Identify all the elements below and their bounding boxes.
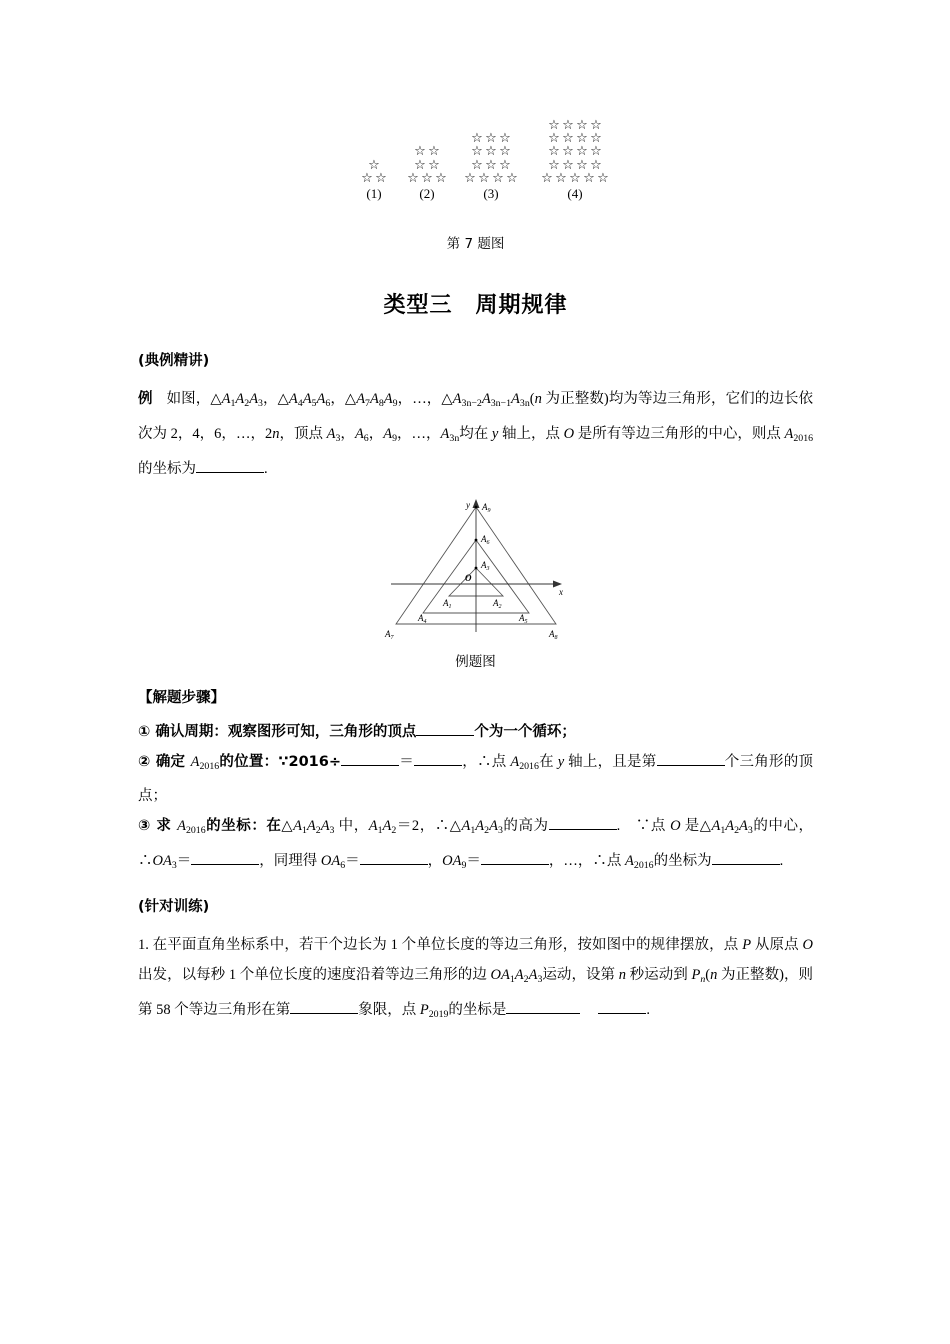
star-icon: ☆ — [499, 131, 511, 146]
math-sub: 1 — [377, 825, 383, 836]
star-group-label: (1) — [366, 186, 382, 201]
math-sub: 3n−1 — [490, 397, 512, 409]
math-sub: 2016 — [633, 859, 654, 871]
math-var: A — [326, 425, 336, 442]
math-var: A — [461, 818, 471, 835]
x-axis-label: x — [558, 586, 563, 597]
math-var: O — [670, 818, 681, 835]
math-var: A — [235, 391, 245, 407]
math-var: OA — [320, 853, 341, 869]
step-2-text: ，∴点 — [461, 753, 511, 770]
vertex-label-A3: $A_3$ — [480, 559, 489, 572]
math-sub: 3 — [497, 825, 503, 836]
star-icon: ☆ — [590, 117, 602, 133]
star-icon: ☆ — [361, 170, 373, 186]
math-var: A — [511, 391, 520, 407]
math-var: A — [369, 391, 379, 407]
star-icon: ☆ — [562, 144, 574, 160]
example-text: 的坐标为 — [138, 460, 196, 477]
page-title: 类型三 周期规律 — [383, 293, 568, 318]
star-row — [360, 172, 388, 185]
example-text: 如图，△ — [166, 391, 222, 407]
math-var: OA — [490, 966, 510, 983]
answer-blank[interactable] — [341, 765, 399, 766]
example-text: 为正整数)均为等边三角形，它们的边长依次为 2，4，6，…，2 — [138, 391, 814, 442]
star-icon: ☆ — [499, 144, 511, 160]
star-row — [470, 132, 512, 145]
vertex-label-A4: $A_4$ — [417, 612, 426, 625]
section-tag-examples: (典例精讲) — [138, 353, 210, 369]
math-sub: 6 — [363, 432, 369, 444]
vertex-dot — [474, 538, 477, 541]
example-paragraph — [138, 384, 813, 484]
star-group-2 — [406, 145, 448, 202]
vertex-label-A8: $A_8$ — [548, 628, 557, 641]
example-text: ，△ — [330, 391, 357, 407]
vertex-label-A2: $A_2$ — [492, 597, 501, 610]
step-3-text: 是△ — [680, 818, 712, 835]
math-sub: 4 — [297, 397, 303, 409]
math-var: A — [190, 753, 200, 770]
math-var: A — [510, 753, 520, 770]
math-var: A — [452, 391, 462, 407]
math-sub: 3n — [449, 432, 460, 444]
star-icon: ☆ — [428, 157, 440, 173]
figure-caption-7: 第 7 题图 — [446, 236, 505, 252]
step-3-text: 的高为 — [502, 818, 549, 835]
math-sub: 3 — [537, 973, 543, 985]
math-sub: 2 — [315, 825, 321, 836]
q1-text: 从原点 — [751, 936, 803, 953]
star-icon: ☆ — [428, 144, 440, 160]
step-3-eq: ＝ — [466, 853, 481, 869]
q1-text: . — [646, 1001, 651, 1018]
star-icon: ☆ — [590, 131, 602, 146]
math-sub: 2016 — [519, 760, 539, 772]
q1-text: 运动，设第 — [542, 966, 619, 983]
step-3-eq: ＝ — [345, 853, 360, 869]
math-sub: 2 — [244, 397, 250, 409]
math-var: A — [528, 966, 538, 983]
example-text: 均在 — [459, 425, 492, 442]
answer-blank[interactable] — [196, 472, 264, 473]
math-sub: 5 — [311, 397, 317, 409]
star-row — [547, 159, 603, 172]
answer-blank[interactable] — [549, 829, 617, 830]
math-var: y — [491, 425, 499, 442]
math-sub: 3n — [519, 397, 530, 409]
star-row — [470, 145, 512, 158]
star-icon: ☆ — [562, 131, 574, 146]
step-2-text: 个三角形的顶点； — [138, 753, 814, 805]
star-icon: ☆ — [541, 170, 553, 186]
answer-blank[interactable] — [290, 1013, 358, 1014]
math-var: A — [316, 391, 326, 407]
math-sub: 1 — [509, 973, 515, 985]
math-sub: 3 — [329, 825, 335, 836]
math-var: A — [249, 391, 259, 407]
math-sub: 1 — [230, 397, 236, 409]
math-var: A — [302, 391, 312, 407]
math-var: A — [440, 425, 450, 442]
q1-text: 出发，以每秒 1 个单位长度的速度沿着等边三角形的边 — [138, 966, 491, 983]
math-sub: 9 — [461, 859, 467, 871]
star-pattern-figure — [138, 104, 813, 224]
star-icon: ☆ — [414, 144, 426, 160]
star-group-label: (4) — [567, 186, 583, 201]
answer-blank-cont[interactable] — [598, 1013, 646, 1014]
star-icon: ☆ — [590, 144, 602, 160]
star-icon: ☆ — [492, 170, 504, 186]
q1-text: 象限，点 — [358, 1001, 420, 1018]
math-var: y — [557, 753, 565, 770]
example-text: ，顶点 — [279, 425, 327, 442]
math-sub: 8 — [378, 397, 384, 409]
math-var: A — [383, 425, 393, 442]
step-3-eq: ＝ — [176, 853, 192, 869]
math-var: A — [481, 391, 491, 407]
page-content — [138, 0, 813, 1029]
example-comma: ， — [368, 425, 384, 442]
star-icon: ☆ — [548, 157, 560, 173]
q1-text: 为正整数)，则第 58 个等边三角形在第 — [138, 966, 814, 1018]
star-icon: ☆ — [576, 117, 588, 133]
star-group-label: (2) — [419, 186, 435, 201]
star-icon: ☆ — [421, 170, 433, 186]
vertex-dot — [474, 566, 477, 569]
math-var: A — [382, 818, 392, 835]
math-sub: 3 — [171, 859, 177, 871]
step-3-text: ，同理得 — [259, 853, 321, 869]
star-icon: ☆ — [576, 144, 588, 160]
math-sub: 6 — [325, 397, 331, 409]
star-icon: ☆ — [590, 157, 602, 173]
practice-question-1 — [138, 930, 813, 1030]
triangle-diagram-figure — [138, 496, 813, 670]
section-tag-practice: (针对训练) — [138, 898, 210, 915]
answer-blank[interactable] — [506, 1013, 580, 1014]
star-icon: ☆ — [548, 144, 560, 160]
q1-text: ( — [705, 966, 711, 983]
math-sub: 2019 — [428, 1008, 449, 1020]
math-var: A — [711, 818, 721, 835]
math-var: A — [293, 818, 302, 835]
answer-blank[interactable] — [416, 735, 474, 736]
step-3 — [138, 811, 813, 881]
star-group-4 — [540, 119, 610, 202]
star-row — [413, 145, 441, 158]
star-row — [367, 159, 381, 172]
step-3-text: ③ 求 — [138, 818, 178, 835]
math-var: A — [288, 391, 298, 407]
answer-blank[interactable] — [414, 765, 462, 766]
q1-text: 秒运动到 — [625, 966, 692, 983]
math-sub: 1 — [301, 825, 307, 836]
star-row — [547, 119, 603, 132]
example-text: . — [264, 460, 268, 477]
math-var: OA — [152, 853, 172, 869]
math-sub: 3n−2 — [461, 397, 482, 409]
star-icon: ☆ — [555, 170, 567, 186]
vertex-dot — [474, 505, 477, 508]
star-icon: ☆ — [506, 170, 518, 186]
math-var: A — [475, 818, 485, 835]
math-var: P — [691, 966, 701, 983]
math-sub: 7 — [365, 397, 370, 409]
math-sub: 6 — [340, 859, 346, 871]
math-var: A — [514, 966, 524, 983]
star-icon: ☆ — [485, 157, 497, 173]
math-var: A — [368, 818, 378, 835]
star-icon: ☆ — [499, 157, 511, 173]
answer-blank[interactable] — [712, 864, 780, 865]
example-text: 是所有等边三角形的中心，则点 — [574, 425, 785, 442]
math-var: O — [802, 936, 814, 953]
step-3-text: 的坐标：在△ — [205, 818, 294, 835]
math-var: A — [625, 853, 634, 869]
vertex-label-A9: $A_9$ — [481, 501, 490, 514]
math-var: A — [177, 818, 186, 835]
step-3-text: ，…，∴点 — [548, 853, 626, 869]
vertex-label-A1: $A_1$ — [442, 597, 451, 610]
step-2 — [138, 747, 813, 812]
math-var: n — [534, 391, 542, 407]
math-var: P — [419, 1001, 429, 1018]
example-text: ，△ — [262, 391, 289, 407]
step-1-text-end: 个为一个循环； — [474, 723, 576, 740]
star-icon: ☆ — [471, 157, 483, 173]
q1-text: 的坐标是 — [448, 1001, 507, 1018]
math-sub: 2016 — [185, 825, 206, 836]
math-var: n — [710, 966, 718, 983]
math-sub: 3 — [747, 825, 753, 836]
math-var: A — [739, 818, 748, 835]
star-row — [540, 172, 610, 185]
step-3-text: . — [779, 853, 784, 869]
step-3-text: 中， — [334, 818, 369, 835]
star-icon: ☆ — [562, 117, 574, 133]
math-var: A — [383, 391, 393, 407]
math-sub: 2 — [484, 825, 490, 836]
star-icon: ☆ — [583, 170, 595, 186]
math-sub: 9 — [392, 432, 398, 444]
step-2-text: 轴上，且是第 — [564, 753, 657, 770]
math-var: A — [306, 818, 316, 835]
step-2-eq: ＝ — [398, 753, 414, 770]
step-2-text: ② 确定 — [138, 753, 191, 770]
figure-caption-example: 例题图 — [455, 653, 496, 670]
star-icon: ☆ — [414, 157, 426, 173]
math-sub: 2 — [734, 825, 740, 836]
nested-triangles-svg — [381, 496, 571, 644]
math-sub: 1 — [470, 825, 476, 836]
math-var: A — [356, 391, 366, 407]
star-icon: ☆ — [471, 131, 483, 146]
y-axis-label: y — [465, 499, 470, 510]
math-sub: 9 — [392, 397, 398, 409]
math-var: A — [489, 818, 498, 835]
steps-tag: 【解题步骤】 — [138, 689, 225, 706]
example-text: 轴上，点 — [498, 425, 564, 442]
star-icon: ☆ — [407, 170, 419, 186]
example-comma: ， — [340, 425, 355, 442]
math-var: O — [563, 425, 575, 442]
math-sub: 2 — [391, 825, 397, 836]
math-var: P — [742, 936, 752, 953]
star-icon: ☆ — [576, 131, 588, 146]
step-3-text: ＝2，∴△ — [396, 818, 462, 835]
star-icon: ☆ — [569, 170, 581, 186]
step-3-text: 的中心，∴ — [138, 818, 814, 869]
star-group-3 — [463, 132, 519, 202]
star-icon: ☆ — [576, 157, 588, 173]
star-icon: ☆ — [485, 144, 497, 160]
star-icon: ☆ — [435, 170, 447, 186]
answer-blank[interactable] — [191, 864, 259, 865]
math-sub: 3 — [335, 432, 341, 444]
star-icon: ☆ — [368, 157, 380, 173]
step-1-text: ① 确认周期：观察图形可知，三角形的顶点 — [138, 723, 417, 740]
math-var: n — [618, 966, 626, 983]
vertex-label-A6: $A_6$ — [480, 533, 489, 546]
star-icon: ☆ — [548, 117, 560, 133]
math-sub: 1 — [720, 825, 726, 836]
star-row — [463, 172, 519, 185]
step-3-text: ， — [427, 853, 443, 869]
math-sub: 2 — [523, 973, 529, 985]
star-row — [413, 159, 441, 172]
math-var: A — [784, 425, 794, 442]
math-var: A — [354, 425, 364, 442]
star-group-label: (3) — [483, 186, 499, 201]
step-3-text: 的坐标为 — [653, 853, 712, 869]
example-text: ，…，△ — [397, 391, 453, 407]
star-icon: ☆ — [562, 157, 574, 173]
star-icon: ☆ — [464, 170, 476, 186]
math-sub: 2016 — [199, 760, 220, 772]
star-icon: ☆ — [375, 170, 387, 186]
star-row — [547, 132, 603, 145]
vertex-label-A5: $A_5$ — [518, 612, 527, 625]
answer-blank[interactable] — [481, 864, 549, 865]
math-var: OA — [442, 853, 462, 869]
star-row — [470, 159, 512, 172]
math-sub: 3 — [258, 397, 263, 409]
example-lead: 例 — [138, 391, 153, 407]
star-row — [547, 145, 603, 158]
step-3-text: . ∵点 — [616, 818, 671, 835]
star-group-1 — [360, 159, 388, 203]
answer-blank[interactable] — [657, 765, 725, 766]
star-icon: ☆ — [471, 144, 483, 160]
math-var: n — [272, 425, 280, 442]
math-sub: 2016 — [793, 432, 814, 444]
math-var: A — [320, 818, 330, 835]
star-row — [406, 172, 448, 185]
vertex-label-A7: $A_7$ — [384, 628, 393, 641]
math-var: A — [221, 391, 231, 407]
answer-blank[interactable] — [360, 864, 428, 865]
star-icon: ☆ — [548, 131, 560, 146]
step-1 — [138, 717, 813, 747]
step-2-text: 的位置：∵2016÷ — [219, 753, 341, 770]
origin-label: O — [464, 572, 471, 583]
star-icon: ☆ — [597, 170, 609, 186]
example-text: ( — [529, 391, 535, 407]
math-sub: n — [700, 973, 706, 985]
q1-text: 1. 在平面直角坐标系中，若干个边长为 1 个单位长度的等边三角形，按如图中的规律摆放，点 — [138, 936, 743, 953]
star-icon: ☆ — [485, 131, 497, 146]
star-icon: ☆ — [478, 170, 490, 186]
example-text: ，…， — [397, 425, 441, 442]
math-var: A — [725, 818, 735, 835]
step-2-text: 在 — [538, 753, 558, 770]
